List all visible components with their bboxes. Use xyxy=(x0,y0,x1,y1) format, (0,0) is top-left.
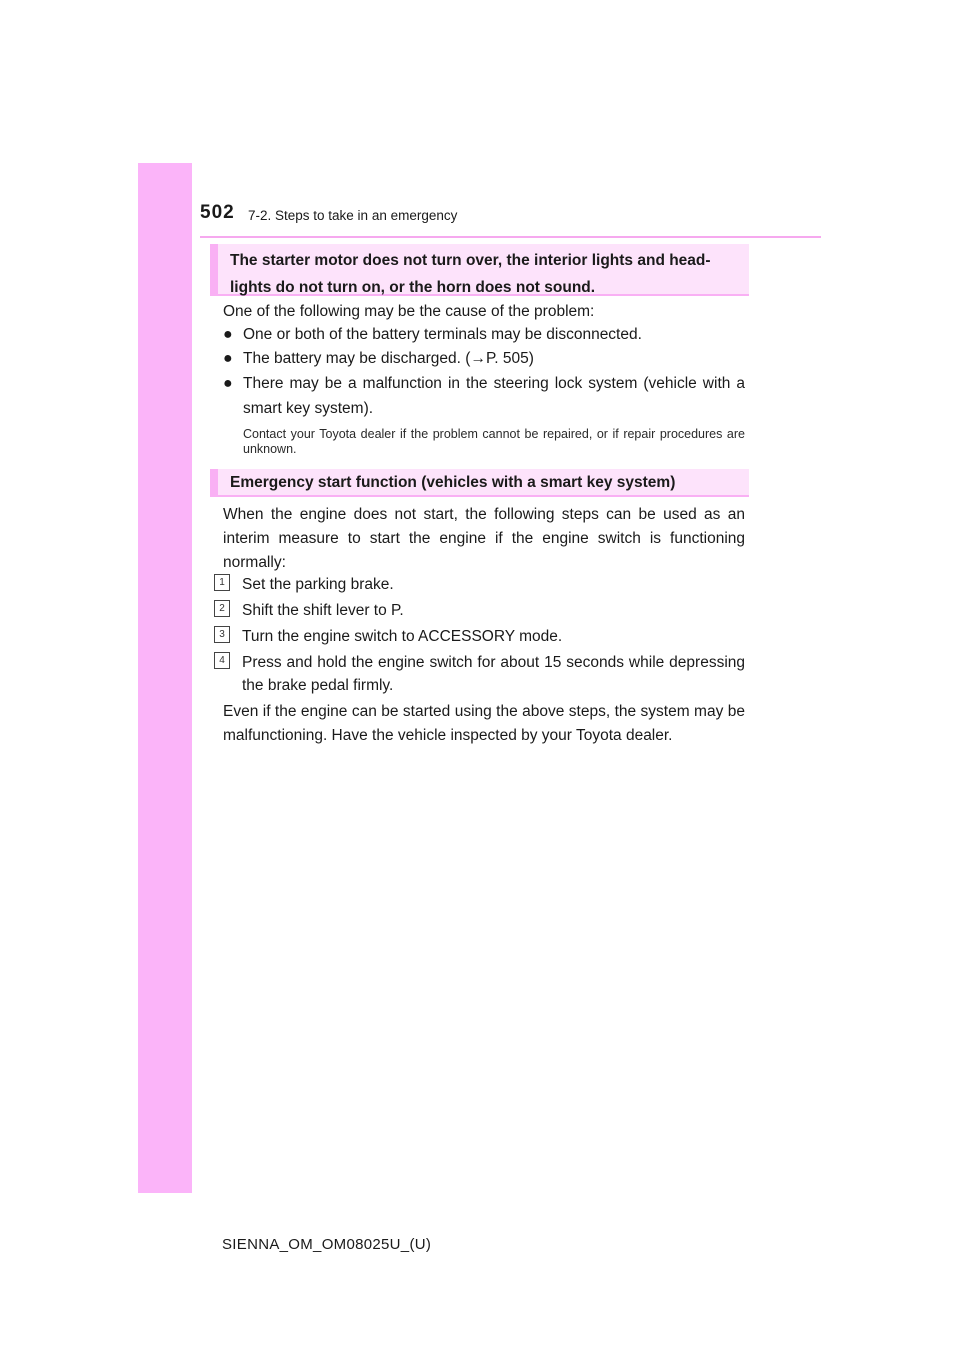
step-number-badge: 1 xyxy=(214,574,230,591)
list-item xyxy=(223,371,745,421)
bullet-text: One or both of the battery terminals may be disconnected. xyxy=(243,326,642,343)
step-number-badge: 2 xyxy=(214,600,230,617)
bullet-icon: ● xyxy=(223,326,233,343)
bullet-icon: ● xyxy=(223,375,233,392)
side-tab-band xyxy=(138,163,192,1193)
heading-line-1: The starter motor does not turn over, the interior lights and head- xyxy=(230,252,711,269)
step-item xyxy=(214,573,745,596)
cause-intro: One of the following may be the cause of the problem: xyxy=(223,303,595,320)
bullet-text: There may be a malfunction in the steering lock system (vehicle with a smart key system). xyxy=(243,375,745,417)
step-item xyxy=(214,625,745,648)
page-number: 502 xyxy=(200,202,235,223)
step-number-badge: 4 xyxy=(214,652,230,669)
document-code: SIENNA_OM_OM08025U_(U) xyxy=(222,1236,432,1253)
heading-emergency-start: Emergency start function (vehicles with a smart key system) xyxy=(210,469,749,497)
step-text: Set the parking brake. xyxy=(242,576,394,593)
page-header xyxy=(200,200,821,238)
heading-starter-motor xyxy=(210,244,749,296)
bullet-text: The battery may be discharged. (→P. 505) xyxy=(243,350,534,367)
step-item xyxy=(214,599,745,622)
bullet-icon: ● xyxy=(223,350,233,367)
step-item xyxy=(214,651,745,697)
step-text: Press and hold the engine switch for about 15 seconds while depressing the brake pedal firmly. xyxy=(242,654,745,694)
section-title: 7-2. Steps to take in an emergency xyxy=(248,208,458,223)
list-item xyxy=(223,322,745,347)
closing-paragraph: Even if the engine can be started using the above steps, the system may be malfunctioning. Have the vehicle inspected by your Toyota dealer. xyxy=(223,703,745,744)
step-text: Shift the shift lever to P. xyxy=(242,602,404,619)
emergency-intro: When the engine does not start, the following steps can be used as an interim measure to start the engine if the engine switch is functioning normally: xyxy=(223,506,745,571)
step-number-badge: 3 xyxy=(214,626,230,643)
dealer-note: Contact your Toyota dealer if the problem cannot be repaired, or if repair procedures are unknown. xyxy=(243,427,745,456)
heading-line-2: lights do not turn on, or the horn does not sound. xyxy=(230,279,596,296)
step-text: Turn the engine switch to ACCESSORY mode. xyxy=(242,628,563,645)
list-item xyxy=(223,346,745,371)
